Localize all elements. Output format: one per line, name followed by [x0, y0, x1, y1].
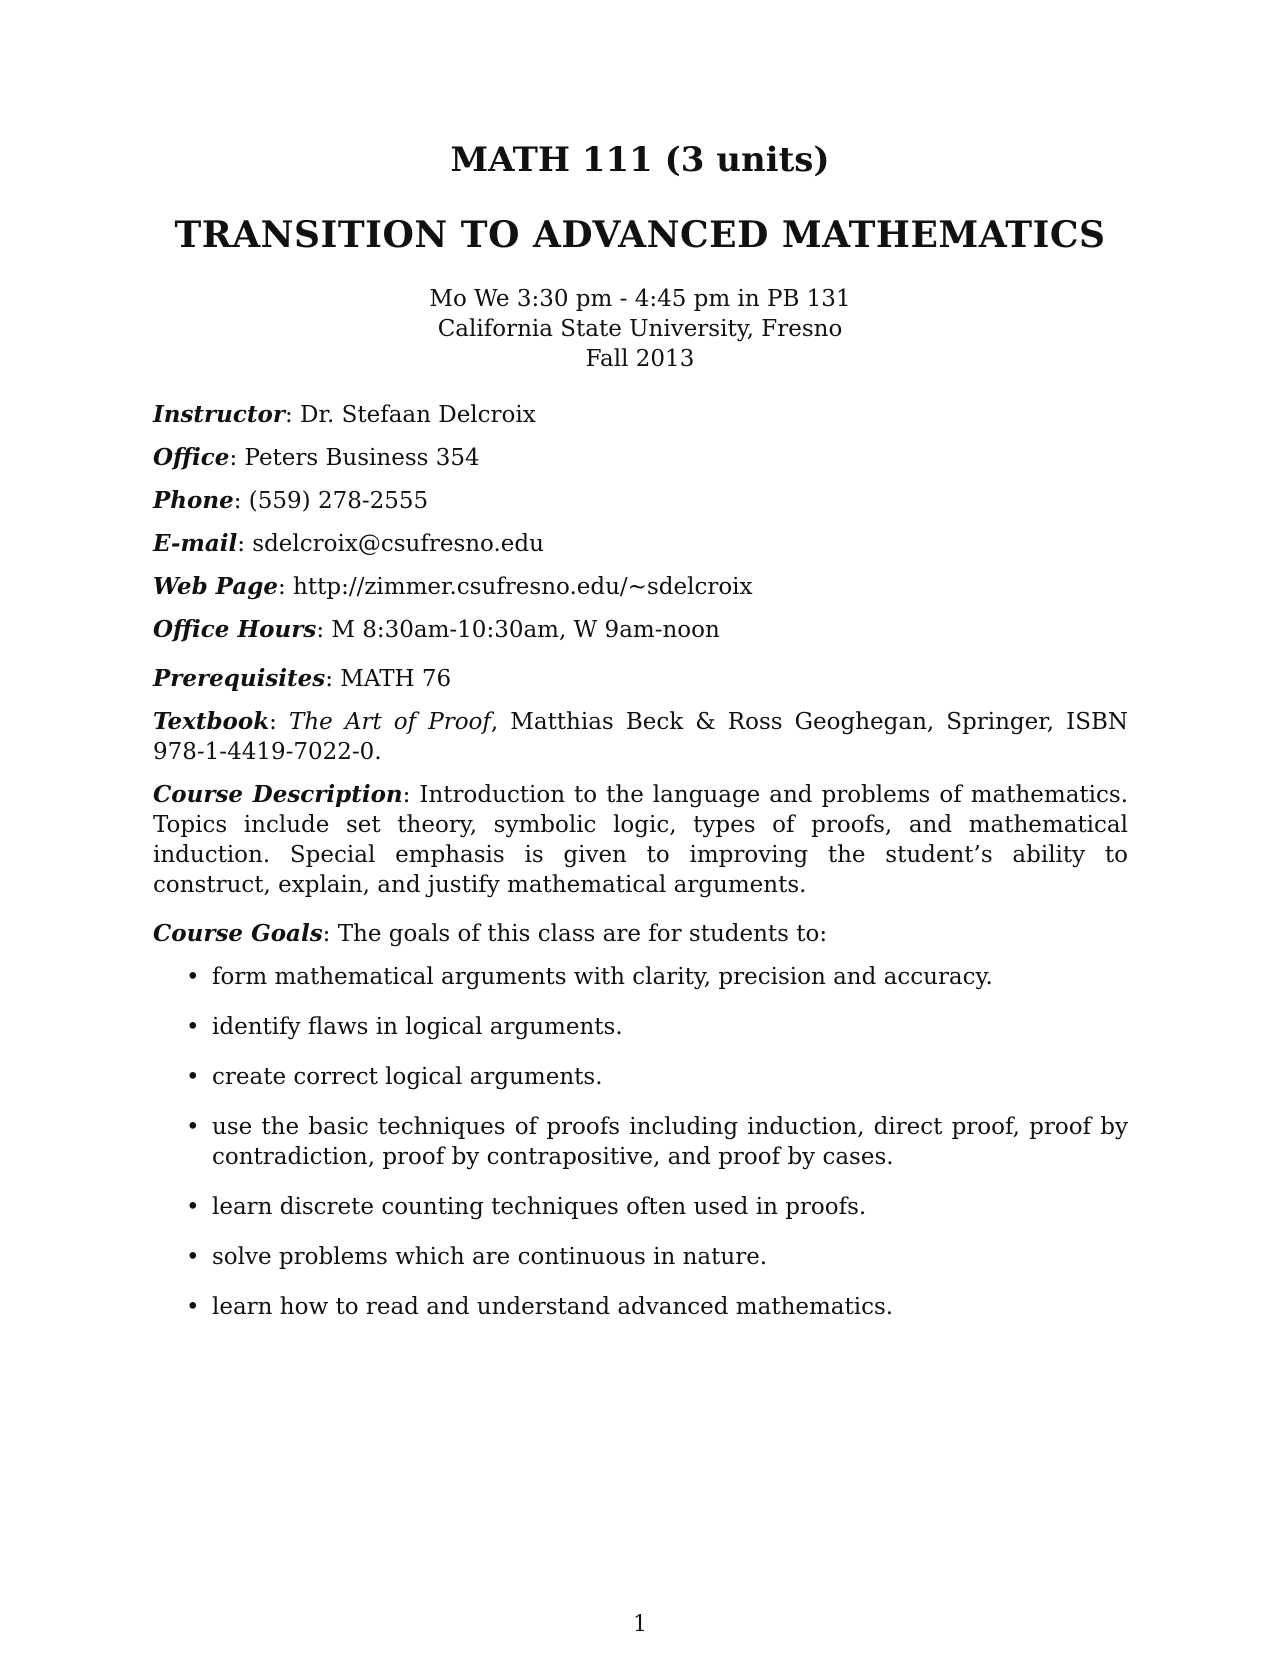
course-description-label: Course Description	[153, 781, 403, 808]
phone-field: Phone: (559) 278-2555	[153, 487, 429, 514]
goal-item	[153, 1292, 1128, 1322]
syllabus-content	[153, 400, 1128, 1342]
goal-text: form mathematical arguments with clarity, precision and accuracy.	[212, 964, 993, 990]
goal-text: identify flaws in logical arguments.	[212, 1014, 623, 1040]
prerequisites-label: Prerequisites	[153, 665, 326, 692]
course-goals-label: Course Goals	[153, 920, 323, 947]
instructor-field: Instructor: Dr. Stefaan Delcroix	[153, 401, 536, 428]
office-value: Peters Business 354	[244, 445, 480, 471]
instructor-value: Dr. Stefaan Delcroix	[300, 402, 536, 428]
goal-item	[153, 1012, 1128, 1042]
goal-item	[153, 1112, 1128, 1172]
goal-text: learn how to read and understand advanced mathematics.	[212, 1294, 894, 1320]
bullet-icon: •	[186, 1064, 200, 1090]
course-goals-field: Course Goals: The goals of this class are for students to:	[153, 920, 828, 947]
term-line: Fall 2013	[585, 346, 695, 372]
course-description-field: Course Description: Introduction to the language and problems of mathematics. Topics include set theory, symbolic logic, types of proofs, and mathematical induction. Special emphasis is given to improving the student’s ability to construct, explain, and justify mathematical arguments.	[153, 781, 1129, 898]
schedule-line: Mo We 3:30 pm - 4:45 pm in PB 131	[429, 286, 851, 312]
goal-text: learn discrete counting techniques often used in proofs.	[212, 1194, 867, 1220]
course-title: TRANSITION TO ADVANCED MATHEMATICS	[174, 214, 1106, 256]
email-field: E-mail: sdelcroix@csufresno.edu	[153, 530, 544, 557]
institution-line: California State University, Fresno	[437, 316, 843, 342]
bullet-icon: •	[186, 1114, 200, 1140]
webpage-field: Web Page: http://zimmer.csufresno.edu/∼sdelcroix	[153, 573, 753, 600]
bullet-icon: •	[186, 1244, 200, 1270]
instructor-label: Instructor	[153, 401, 285, 428]
office-hours-label: Office Hours	[153, 616, 317, 643]
goal-item	[153, 1242, 1128, 1272]
textbook-label: Textbook	[153, 708, 270, 735]
goal-text: solve problems which are continuous in nature.	[212, 1244, 768, 1270]
goal-text: create correct logical arguments.	[212, 1064, 603, 1090]
goal-item	[153, 1192, 1128, 1222]
office-field: Office: Peters Business 354	[153, 444, 480, 471]
prerequisites-value: MATH 76	[340, 666, 452, 692]
course-code-title: MATH 111 (3 units)	[450, 140, 830, 180]
office-hours-value: M 8:30am-10:30am, W 9am-noon	[331, 617, 720, 643]
textbook-title: The Art of Proof	[289, 709, 491, 735]
email-value[interactable]: sdelcroix@csufresno.edu	[252, 531, 544, 557]
phone-value: (559) 278-2555	[248, 488, 429, 514]
course-goals-intro: The goals of this class are for students to:	[337, 921, 828, 947]
goal-item	[153, 962, 1128, 992]
prerequisites-field: Prerequisites: MATH 76	[153, 665, 452, 692]
course-meta	[0, 284, 1280, 374]
phone-label: Phone	[153, 487, 234, 514]
email-label: E-mail	[153, 530, 238, 557]
course-goals-list	[153, 962, 1128, 1322]
office-hours-field: Office Hours: M 8:30am-10:30am, W 9am-noon	[153, 616, 720, 643]
office-label: Office	[153, 444, 230, 471]
goal-item	[153, 1062, 1128, 1092]
goal-text: use the basic techniques of proofs including induction, direct proof, proof by contradiction, proof by contrapositive, and proof by cases.	[212, 1114, 1128, 1170]
textbook-details: , Matthias Beck & Ross Geoghegan, Springer, ISBN 978-1-4419-7022-0.	[153, 709, 1128, 765]
bullet-icon: •	[186, 1194, 200, 1220]
webpage-link[interactable]: http://zimmer.csufresno.edu/∼sdelcroix	[293, 574, 753, 600]
bullet-icon: •	[186, 1014, 200, 1040]
course-description-text: Introduction to the language and problems of mathematics. Topics include set theory, symbolic logic, types of proofs, and mathematical induction. Special emphasis is given to improving the student’s ability to construct, explain, and justify mathematical arguments.	[153, 782, 1129, 898]
textbook-field: Textbook: The Art of Proof, Matthias Beck & Ross Geoghegan, Springer, ISBN 978-1-4419-7022-0.	[153, 708, 1128, 765]
bullet-icon: •	[186, 1294, 200, 1320]
page-number: 1	[633, 1612, 647, 1637]
webpage-label: Web Page	[153, 573, 278, 600]
bullet-icon: •	[186, 964, 200, 990]
